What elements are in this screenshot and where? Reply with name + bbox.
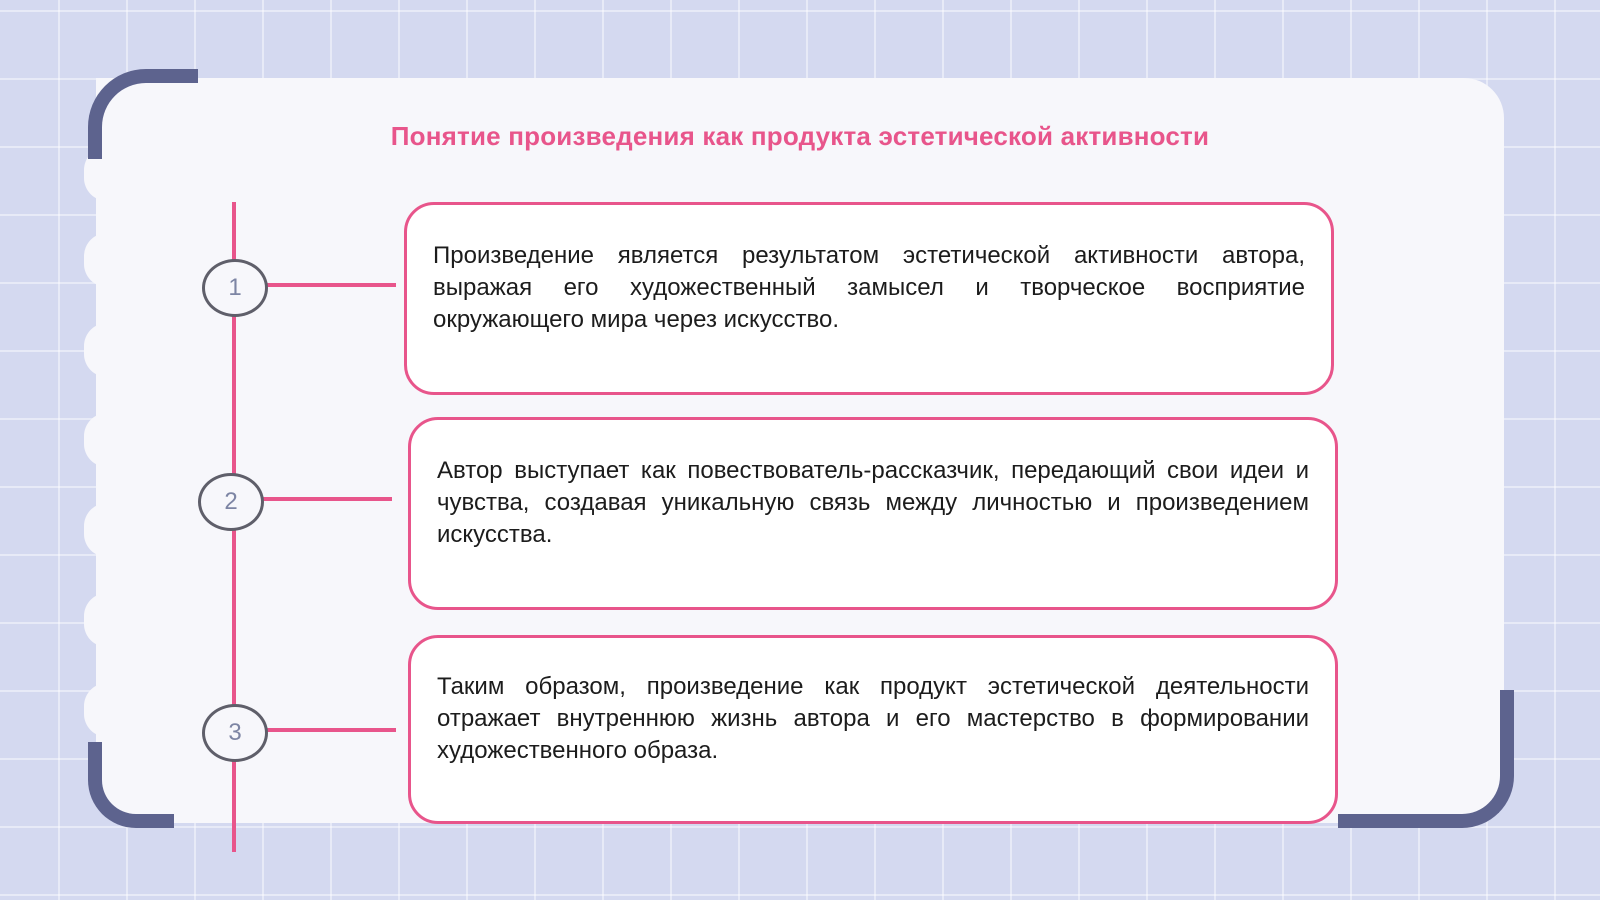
connector-2: [260, 497, 392, 501]
step-number-2: 2: [198, 473, 264, 531]
slide-title: Понятие произведения как продукта эстетической активности: [390, 121, 1210, 151]
sheet-edge-scallop: [84, 233, 130, 287]
corner-bracket-bottom-left: [88, 742, 174, 828]
step-number-3: 3: [202, 704, 268, 762]
connector-1: [264, 283, 396, 287]
sheet-edge-scallop: [84, 683, 130, 737]
card-2-text: Автор выступает как повествователь-рассказчик, передающий свои идеи и чувства, создавая уникальную связь между личностью и произведением искусства.: [437, 456, 1309, 548]
card-2: [408, 417, 1338, 610]
card-3: [408, 635, 1338, 824]
card-1: [404, 202, 1334, 395]
card-1-text: Произведение является результатом эстетической активности автора, выражая его художественный замысел и творческое восприятие окружающего мира через искусство.: [433, 241, 1305, 333]
corner-bracket-bottom-right: [1338, 690, 1514, 828]
sheet-edge-scallop: [84, 413, 130, 467]
sheet-edge-scallop: [84, 593, 130, 647]
connector-3: [264, 728, 396, 732]
sheet-edge-scallop: [84, 503, 130, 557]
sheet-edge-scallop: [84, 323, 130, 377]
step-number-1: 1: [202, 259, 268, 317]
card-3-text: Таким образом, произведение как продукт эстетической деятельности отражает внутреннюю жизнь автора и его мастерство в формировании художественного образа.: [437, 672, 1309, 764]
